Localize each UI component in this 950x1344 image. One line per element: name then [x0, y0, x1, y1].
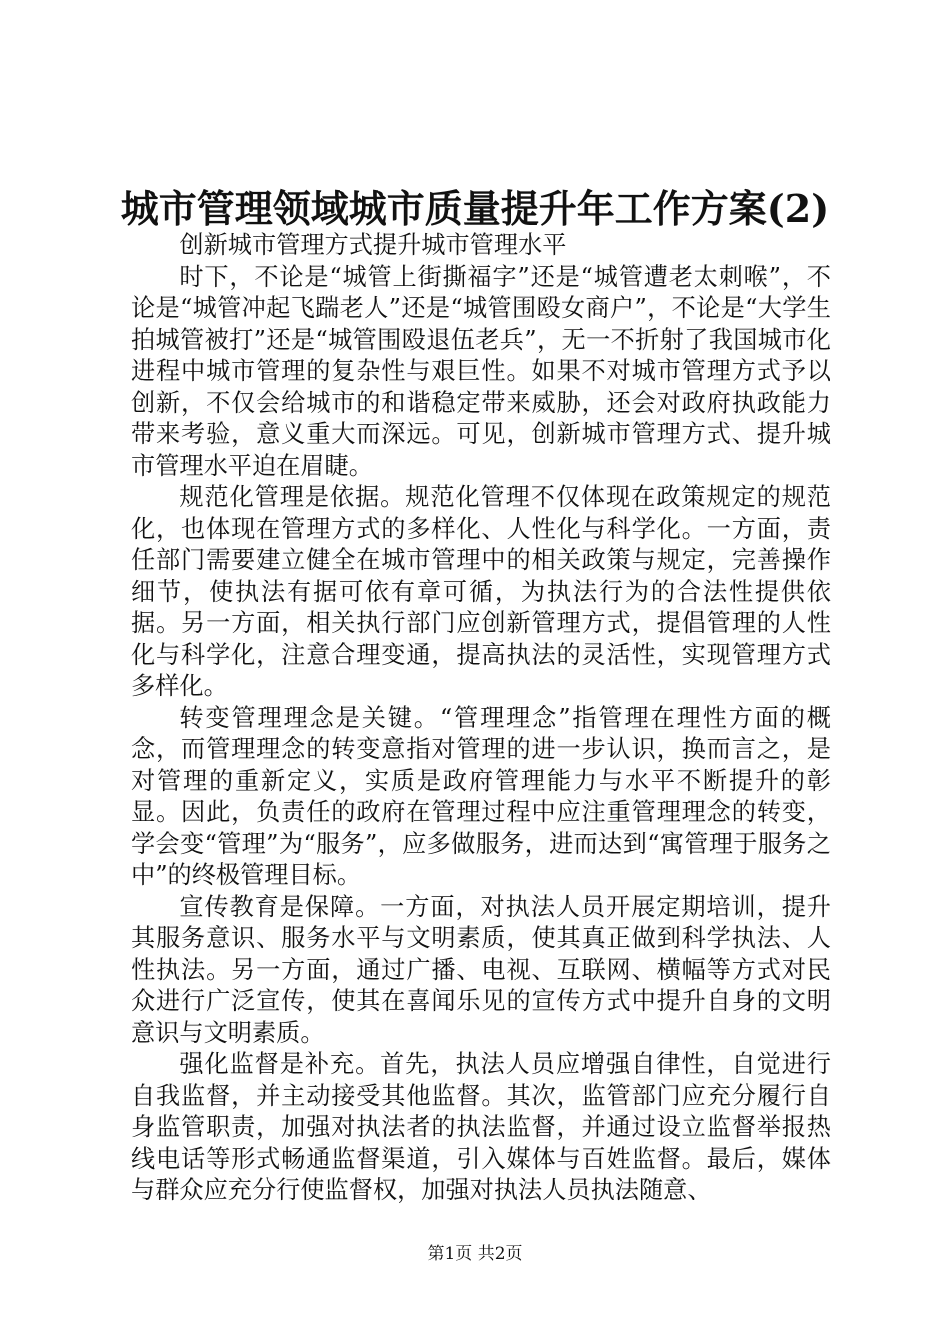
document-body: [131, 230, 831, 1207]
body-paragraph: 宣传教育是保障。一方面，对执法人员开展定期培训，提升其服务意识、服务水平与文明素质，使其真正做到科学执法、人性执法。另一方面，通过广播、电视、互联网、横幅等方式对民众进行广泛宣传，使其在喜闻乐见的宣传方式中提升自身的文明意识与文明素质。: [131, 892, 831, 1047]
body-paragraph: 时下，不论是“城管上街撕福字”还是“城管遭老太刺喉”，不论是“城管冲起飞踹老人”还是“城管围殴女商户”，不论是“大学生拍城管被打”还是“城管围殴退伍老兵”，无一不折射了我国城市化进程中城市管理的复杂性与艰巨性。如果不对城市管理方式予以创新，不仅会给城市的和谐稳定带来威胁，还会对政府执政能力带来考验，意义重大而深远。可见，创新城市管理方式、提升城市管理水平迫在眉睫。: [131, 262, 831, 480]
subtitle-paragraph: 创新城市管理方式提升城市管理水平: [179, 231, 567, 259]
body-paragraph: 规范化管理是依据。规范化管理不仅体现在政策规定的规范化，也体现在管理方式的多样化、人性化与科学化。一方面，责任部门需要建立健全在城市管理中的相关政策与规定，完善操作细节，使执法有据可依有章可循，为执法行为的合法性提供依据。另一方面，相关执行部门应创新管理方式，提倡管理的人性化与科学化，注意合理变通，提高执法的灵活性，实现管理方式多样化。: [131, 483, 831, 700]
body-paragraph: 强化监督是补充。首先，执法人员应增强自律性，自觉进行自我监督，并主动接受其他监督。其次，监管部门应充分履行自身监管职责，加强对执法者的执法监督，并通过设立监督举报热线电话等形式畅通监督渠道，引入媒体与百姓监督。最后，媒体与群众应充分行使监督权，加强对执法人员执法随意、: [131, 1050, 831, 1204]
page-footer: 第1页 共2页: [427, 1244, 523, 1264]
body-paragraph: 转变管理理念是关键。“管理理念”指管理在理性方面的概念，而管理理念的转变意指对管理的进一步认识，换而言之，是对管理的重新定义，实质是政府管理能力与水平不断提升的彰显。因此，负责任的政府在管理过程中应注重管理理念的转变，学会变“管理”为“服务”，应多做服务，进而达到“寓管理于服务之中”的终极管理目标。: [131, 703, 831, 889]
document-title: 城市管理领域城市质量提升年工作方案(2): [120, 186, 830, 232]
